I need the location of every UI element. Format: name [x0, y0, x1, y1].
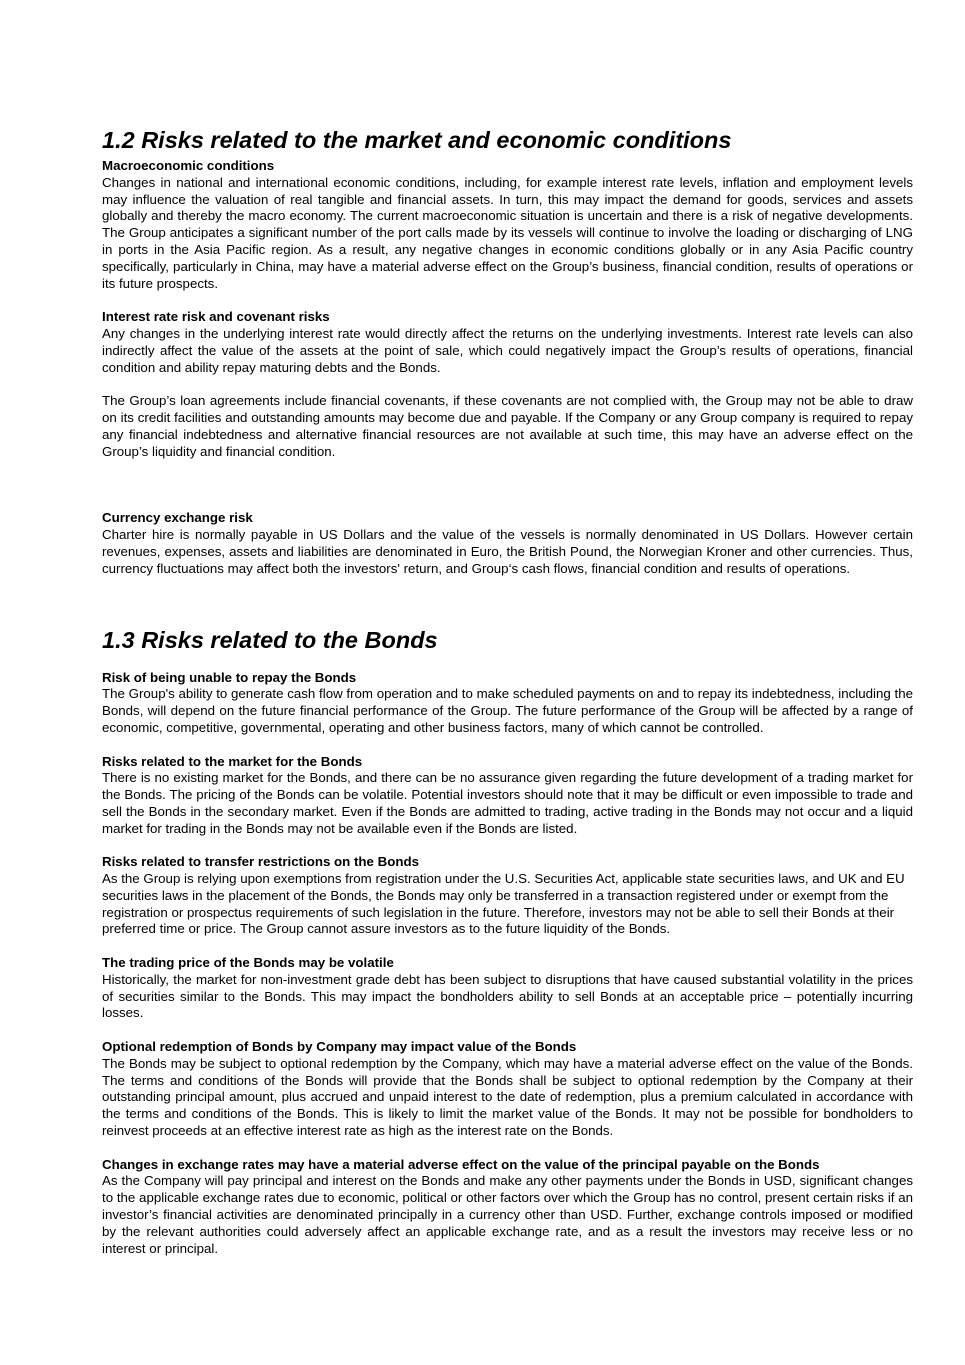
section-heading-bonds: 1.3 Risks related to the Bonds	[102, 626, 438, 653]
paragraph-currency-exchange-risk: Charter hire is normally payable in US Dollars and the value of the vessels is normally denominated in US Dollars. However certain revenues, expenses, assets and liabilities are denominated in Euro, the British Pound, the Norwegian Kroner and other currencies. Thus, currency fluctuations may affect both the investors' return, and Group‘s cash flows, financial condition and results of operations.	[102, 527, 913, 576]
paragraph-market-for-bonds: There is no existing market for the Bonds, and there can be no assurance given regarding the future development of a trading market for the Bonds. The pricing of the Bonds can be volatile. Potential investors should note that it may be difficult or even impossible to trade and sell the Bonds in the secondary market. Even if the Bonds are admitted to trading, active trading in the Bonds may not occur and a liquid market for trading in the Bonds may not be available even if the Bonds are listed.	[102, 770, 913, 836]
subheading-interest-rate-risk: Interest rate risk and covenant risks	[102, 309, 330, 325]
paragraph-exchange-rates: As the Company will pay principal and interest on the Bonds and make any other payments under the Bonds in USD, significant changes to the applicable exchange rates due to economic, political or other factors over which the Group has no control, present certain risks if an investor’s financial activities are denominated principally in a currency other than USD. Further, exchange controls imposed or modified by the relevant authorities could adversely affect an applicable exchange rate, and as a result the investors may receive less or no interest or principal.	[102, 1173, 913, 1256]
subheading-transfer-restrictions: Risks related to transfer restrictions on the Bonds	[102, 854, 419, 870]
paragraph-transfer-restrictions: As the Group is relying upon exemptions from registration under the U.S. Securities Act, applicable state securities laws, and UK and EU securities laws in the placement of the Bonds, the Bonds may only be transferred in a transaction registered under or exempt from the registration or prospectus requirements of such legislation in the future. Therefore, investors may not be able to sell their Bonds at their preferred time or price. The Group cannot assure investors as to the future liquidity of the Bonds.	[102, 871, 905, 937]
subheading-optional-redemption: Optional redemption of Bonds by Company may impact value of the Bonds	[102, 1039, 577, 1055]
paragraph-loan-covenants: The Group’s loan agreements include financial covenants, if these covenants are not complied with, the Group may not be able to draw on its credit facilities and outstanding amounts may become due and payable. If the Company or any Group company is required to repay any financial indebtedness and alternative financial resources are not available at such time, this may have an adverse effect on the Group’s liquidity and financial condition.	[102, 393, 913, 459]
subheading-exchange-rates: Changes in exchange rates may have a material adverse effect on the value of the principal payable on the Bonds	[102, 1156, 820, 1172]
paragraph-macroeconomic-conditions: Changes in national and international economic conditions, including, for example interest rate levels, inflation and employment levels may influence the valuation of real tangible and financial assets. In turn, this may impact the demand for goods, services and assets globally and thereby the macro economy. The current macroeconomic situation is uncertain and there is a risk of negative developments. The Group anticipates a significant number of the port calls made by its vessels will continue to involve the loading or discharging of LNG in ports in the Asia Pacific region. As a result, any negative changes in economic conditions globally or in any Asia Pacific country specifically, particularly in China, may have a material adverse effect on the Group’s business, financial condition, results of operations or its future prospects.	[102, 174, 913, 291]
subheading-macroeconomic-conditions: Macroeconomic conditions	[102, 158, 275, 173]
paragraph-unable-to-repay: The Group's ability to generate cash flow from operation and to make scheduled payments on and to repay its indebtedness, including the Bonds, will depend on the future financial performance of the Group. The future performance of the Group will be affected by a range of economic, competitive, governmental, operating and other business factors, many of which cannot be controlled.	[102, 686, 913, 735]
section-heading-market-conditions: 1.2 Risks related to the market and economic conditions	[102, 127, 732, 153]
subheading-trading-price-volatile: The trading price of the Bonds may be volatile	[102, 955, 394, 971]
document-page	[102, 126, 913, 1257]
subheading-currency-exchange-risk: Currency exchange risk	[102, 510, 253, 526]
subheading-unable-to-repay: Risk of being unable to repay the Bonds	[102, 669, 357, 685]
subheading-market-for-bonds: Risks related to the market for the Bonds	[102, 753, 363, 769]
paragraph-optional-redemption: The Bonds may be subject to optional redemption by the Company, which may have a material adverse effect on the value of the Bonds. The terms and conditions of the Bonds will provide that the Bonds shall be subject to optional redemption by the Company at their outstanding principal amount, plus accrued and unpaid interest to the date of redemption, plus a premium calculated in accordance with the terms and conditions of the Bonds. This is likely to limit the market value of the Bonds. It may not be possible for bondholders to reinvest proceeds at an effective interest rate as high as the interest rate on the Bonds.	[102, 1055, 913, 1139]
paragraph-trading-price-volatile: Historically, the market for non-investment grade debt has been subject to disruptions that have caused substantial volatility in the prices of securities similar to the Bonds. This may impact the bondholders ability to sell Bonds at an acceptable price – potentially incurring losses.	[102, 971, 913, 1021]
paragraph-interest-rate-risk: Any changes in the underlying interest rate would directly affect the returns on the underlying investments. Interest rate levels can also indirectly affect the value of the assets at the point of sale, which could negatively impact the Group’s results of operations, financial condition and ability repay maturing debts and the Bonds.	[102, 325, 913, 375]
